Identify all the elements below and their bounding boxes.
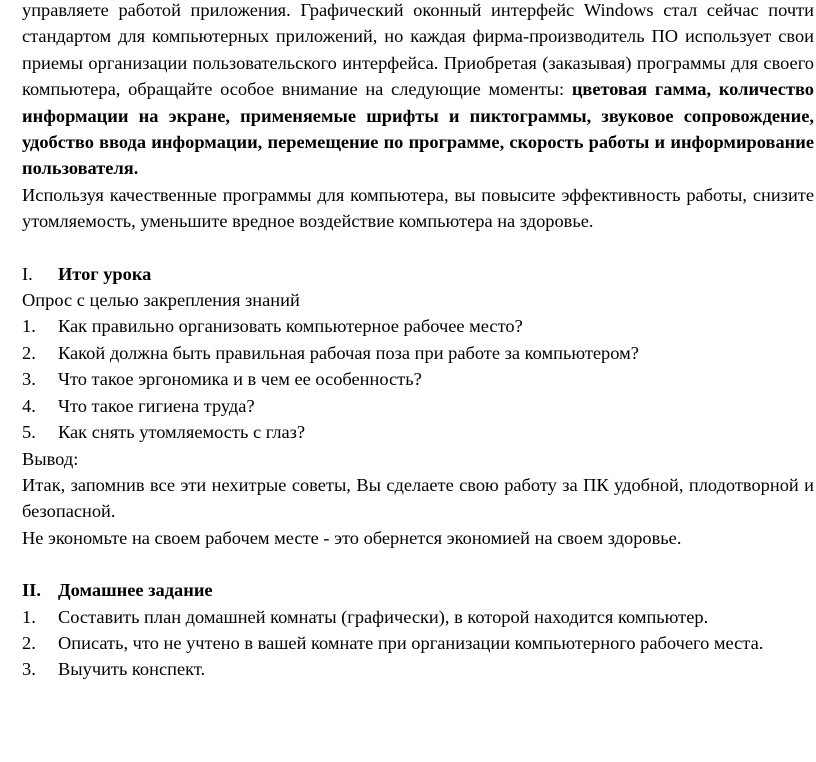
list-item [22, 656, 814, 682]
list-item-text: Какой должна быть правильная рабочая поза при работе за компьютером? [58, 342, 639, 363]
list-item-number: 1. [22, 316, 36, 337]
spacer [22, 235, 814, 261]
spacer [22, 551, 814, 577]
list-item [22, 393, 814, 419]
list-item-text: Как снять утомляемость с глаз? [58, 422, 306, 443]
list-item-number: 5. [22, 422, 36, 443]
list-item [22, 419, 814, 445]
list-item-number: 1. [22, 606, 36, 627]
section-2-number: II. [22, 580, 41, 601]
conclusion-text: Итак, запомнив все эти нехитрые советы, Вы сделаете свою работу за ПК удобной, плодотворной и безопасной. [22, 474, 814, 522]
question-list [22, 313, 814, 445]
conclusion-label: Вывод: [22, 448, 79, 469]
intro-text: управляете работой приложения. Графический оконный интерфейс Windows стал сейчас почти стандартом для компьютерных приложений, но каждая фирма-производитель ПО использует свои приемы организации пользовательского интерфейса. Приобретая (заказывая) программы для своего компьютера, обращайте особое внимание на следующие моменты: [22, 0, 814, 100]
list-item [22, 366, 814, 392]
list-item [22, 630, 814, 656]
list-item-text: Что такое гигиена труда? [58, 395, 255, 416]
section-2-heading [22, 577, 814, 603]
list-item-number: 2. [22, 342, 36, 363]
section-2-title: Домашнее задание [58, 580, 213, 601]
section-1-subtitle: Опрос с целью закрепления знаний [22, 290, 300, 311]
intro-bold-text: цветовая гамма, количество информации на экране, применяемые шрифты и пиктограммы, звуковое сопровождение, удобство ввода информации, перемещение по программе, скорость работы и информирование пользователя. [22, 79, 814, 179]
list-item-text: Что такое эргономика и в чем ее особенность? [58, 369, 422, 390]
final-text: Не экономьте на своем рабочем месте - это обернется экономией на своем здоровье. [22, 527, 682, 548]
section-1-number: I. [22, 263, 33, 284]
list-item-number: 2. [22, 632, 36, 653]
document-page [22, 0, 814, 683]
list-item-number: 3. [22, 369, 36, 390]
list-item [22, 340, 814, 366]
list-item-text: Описать, что не учтено в вашей комнате при организации компьютерного рабочего места. [58, 632, 764, 653]
section-1-heading [22, 261, 814, 287]
list-item-text: Как правильно организовать компьютерное рабочее место? [58, 316, 523, 337]
list-item [22, 313, 814, 339]
list-item-number: 4. [22, 395, 36, 416]
task-list [22, 604, 814, 683]
list-item [22, 604, 814, 630]
list-item-text: Составить план домашней комнаты (графически), в которой находится компьютер. [58, 606, 709, 627]
list-item-number: 3. [22, 659, 36, 680]
intro-paragraph-2: Используя качественные программы для компьютера, вы повысите эффективность работы, снизите утомляемость, уменьшите вредное воздействие компьютера на здоровье. [22, 184, 814, 232]
section-1-title: Итог урока [58, 263, 152, 284]
intro-paragraph [22, 0, 814, 182]
list-item-text: Выучить конспект. [58, 659, 206, 680]
